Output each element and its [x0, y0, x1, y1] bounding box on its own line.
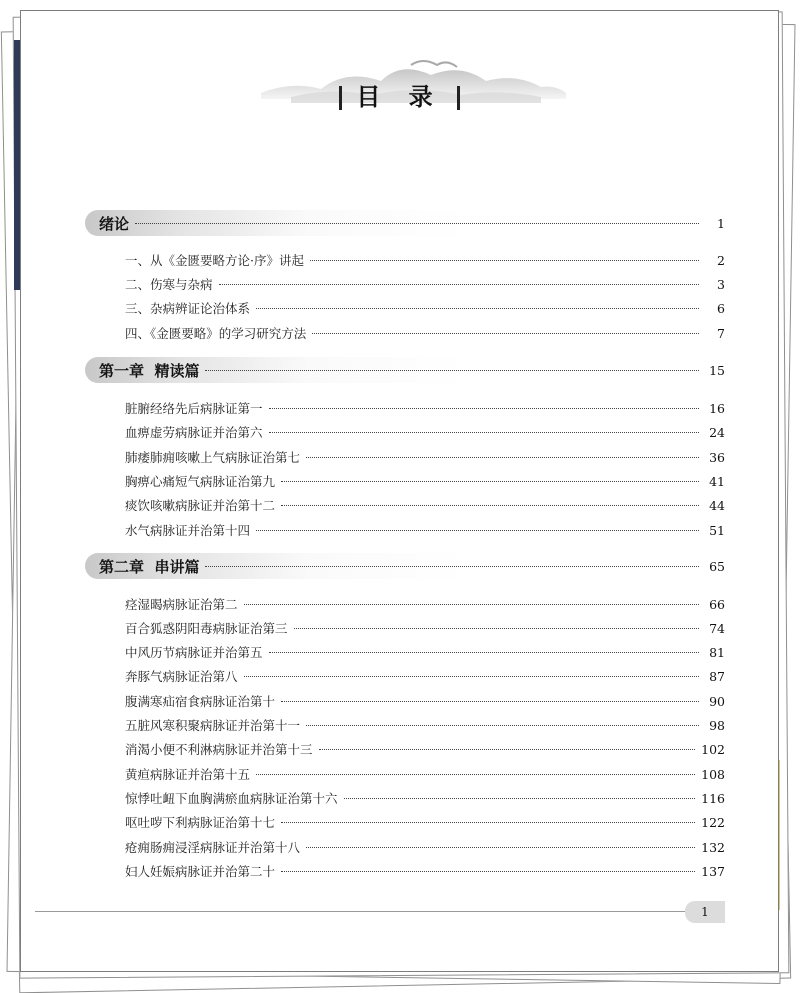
- toc-leader-dots: [344, 797, 696, 799]
- toc-leader-dots: [294, 627, 699, 629]
- toc-page-number: 51: [709, 523, 725, 538]
- toc-page-number: 81: [709, 645, 725, 660]
- toc-page-number: 116: [701, 791, 725, 806]
- toc-label: 肺痿肺痈咳嗽上气病脉证治第七: [125, 450, 301, 465]
- toc-item[interactable]: [125, 619, 725, 637]
- toc-page: [20, 10, 779, 972]
- toc-label: 胸痹心痛短气病脉证治第九: [125, 474, 276, 489]
- toc-label: 脏腑经络先后病脉证第一: [125, 401, 263, 416]
- toc-page-number: 137: [701, 864, 725, 879]
- toc-leader-dots: [281, 504, 699, 506]
- toc-leader-dots: [135, 222, 699, 224]
- toc-leader-dots: [219, 283, 699, 285]
- toc-item[interactable]: [125, 595, 725, 613]
- toc-item[interactable]: [125, 740, 725, 758]
- toc-label: 血痹虚劳病脉证并治第六: [125, 425, 263, 440]
- toc-page-number: 98: [709, 718, 725, 733]
- toc-page-number: 3: [717, 277, 725, 292]
- toc-label: 一、从《金匮要略方论·序》讲起: [125, 253, 304, 268]
- toc-page-number: 87: [709, 669, 725, 684]
- toc-leader-dots: [256, 529, 699, 531]
- toc-item[interactable]: [125, 667, 725, 685]
- toc-leader-dots: [256, 773, 695, 775]
- toc-leader-dots: [244, 603, 699, 605]
- toc-item[interactable]: [125, 251, 725, 269]
- toc-page-number: 65: [709, 558, 725, 574]
- toc-section[interactable]: [85, 210, 725, 236]
- toc-page-number: 24: [709, 425, 725, 440]
- page-title: [21, 77, 778, 112]
- toc-item[interactable]: [125, 472, 725, 490]
- toc-leader-dots: [281, 821, 695, 823]
- toc-label: 绪论: [99, 214, 130, 233]
- toc-page-number: 108: [701, 767, 725, 782]
- toc-leader-dots: [306, 846, 695, 848]
- toc-leader-dots: [306, 724, 699, 726]
- toc-page-number: 132: [701, 840, 725, 855]
- toc-item[interactable]: [125, 838, 725, 856]
- toc-label: 呕吐哕下利病脉证治第十七: [125, 815, 276, 830]
- toc-item[interactable]: [125, 643, 725, 661]
- toc-label: 三、杂病辨证论治体系: [125, 301, 251, 316]
- toc-label: 黄疸病脉证并治第十五: [125, 767, 251, 782]
- toc-item[interactable]: [125, 324, 725, 342]
- toc-label: 疮痈肠痈浸淫病脉证并治第十八: [125, 840, 301, 855]
- toc-page-number: 44: [709, 498, 725, 513]
- toc-label: 痉湿暍病脉证治第二: [125, 597, 238, 612]
- toc-label: 痰饮咳嗽病脉证并治第十二: [125, 498, 276, 513]
- toc-item[interactable]: [125, 423, 725, 441]
- toc-label: 中风历节病脉证并治第五: [125, 645, 263, 660]
- toc-leader-dots: [281, 480, 699, 482]
- toc-page-number: 36: [709, 450, 725, 465]
- toc-page-number: 74: [709, 621, 725, 636]
- toc-item[interactable]: [125, 813, 725, 831]
- toc-leader-dots: [244, 675, 699, 677]
- toc-label: 二、伤寒与杂病: [125, 277, 213, 292]
- toc-label: 腹满寒疝宿食病脉证治第十: [125, 694, 276, 709]
- toc-leader-dots: [205, 565, 699, 567]
- toc-label: 奔豚气病脉证治第八: [125, 669, 238, 684]
- page-title-text: 目 录: [356, 83, 443, 111]
- toc-leader-dots: [256, 307, 699, 309]
- toc-page-number: 122: [701, 815, 725, 830]
- toc-leader-dots: [269, 407, 699, 409]
- toc-item[interactable]: [125, 299, 725, 317]
- toc-item[interactable]: [125, 692, 725, 710]
- toc-label: 四、《金匮要略》的学习研究方法: [125, 326, 307, 341]
- toc-item[interactable]: [125, 862, 725, 880]
- toc-page-number: 41: [709, 474, 725, 489]
- title-bar-right: [457, 86, 460, 110]
- toc-label: 惊悸吐衄下血胸满瘀血病脉证治第十六: [125, 791, 338, 806]
- toc-item[interactable]: [125, 765, 725, 783]
- toc-page-number: 6: [717, 301, 725, 316]
- toc-item[interactable]: [125, 521, 725, 539]
- toc-label: 妇人妊娠病脉证并治第二十: [125, 864, 276, 879]
- toc-label: 消渴小便不利淋病脉证并治第十三: [125, 742, 313, 757]
- toc-page-number: 66: [709, 597, 725, 612]
- footer-rule: [35, 911, 685, 912]
- toc-section[interactable]: [85, 553, 725, 579]
- toc-item[interactable]: [125, 789, 725, 807]
- toc-leader-dots: [312, 332, 699, 334]
- toc-leader-dots: [310, 259, 699, 261]
- toc-leader-dots: [281, 700, 699, 702]
- toc-item[interactable]: [125, 496, 725, 514]
- toc-item[interactable]: [125, 399, 725, 417]
- toc-page-number: 16: [709, 401, 725, 416]
- toc-page-number: 90: [709, 694, 725, 709]
- toc-page-number: 15: [709, 362, 725, 378]
- footer-page-number: 1: [685, 901, 725, 923]
- toc-page-number: 102: [701, 742, 725, 757]
- toc-leader-dots: [319, 748, 696, 750]
- toc-page-number: 2: [717, 253, 725, 268]
- title-bar-left: [339, 86, 342, 110]
- toc-label: 第一章 精读篇: [99, 361, 200, 380]
- toc-label: 水气病脉证并治第十四: [125, 523, 251, 538]
- toc-item[interactable]: [125, 716, 725, 734]
- toc-section[interactable]: [85, 357, 725, 383]
- toc-label: 第二章 串讲篇: [99, 557, 200, 576]
- toc-page-number: 1: [717, 215, 725, 231]
- toc-leader-dots: [269, 651, 699, 653]
- toc-item[interactable]: [125, 275, 725, 293]
- toc-item[interactable]: [125, 448, 725, 466]
- toc-label: 五脏风寒积聚病脉证并治第十一: [125, 718, 301, 733]
- toc-leader-dots: [269, 431, 699, 433]
- toc-label: 百合狐惑阴阳毒病脉证治第三: [125, 621, 288, 636]
- toc-leader-dots: [306, 456, 699, 458]
- toc-leader-dots: [205, 369, 699, 371]
- toc-leader-dots: [281, 870, 695, 872]
- toc-page-number: 7: [717, 326, 725, 341]
